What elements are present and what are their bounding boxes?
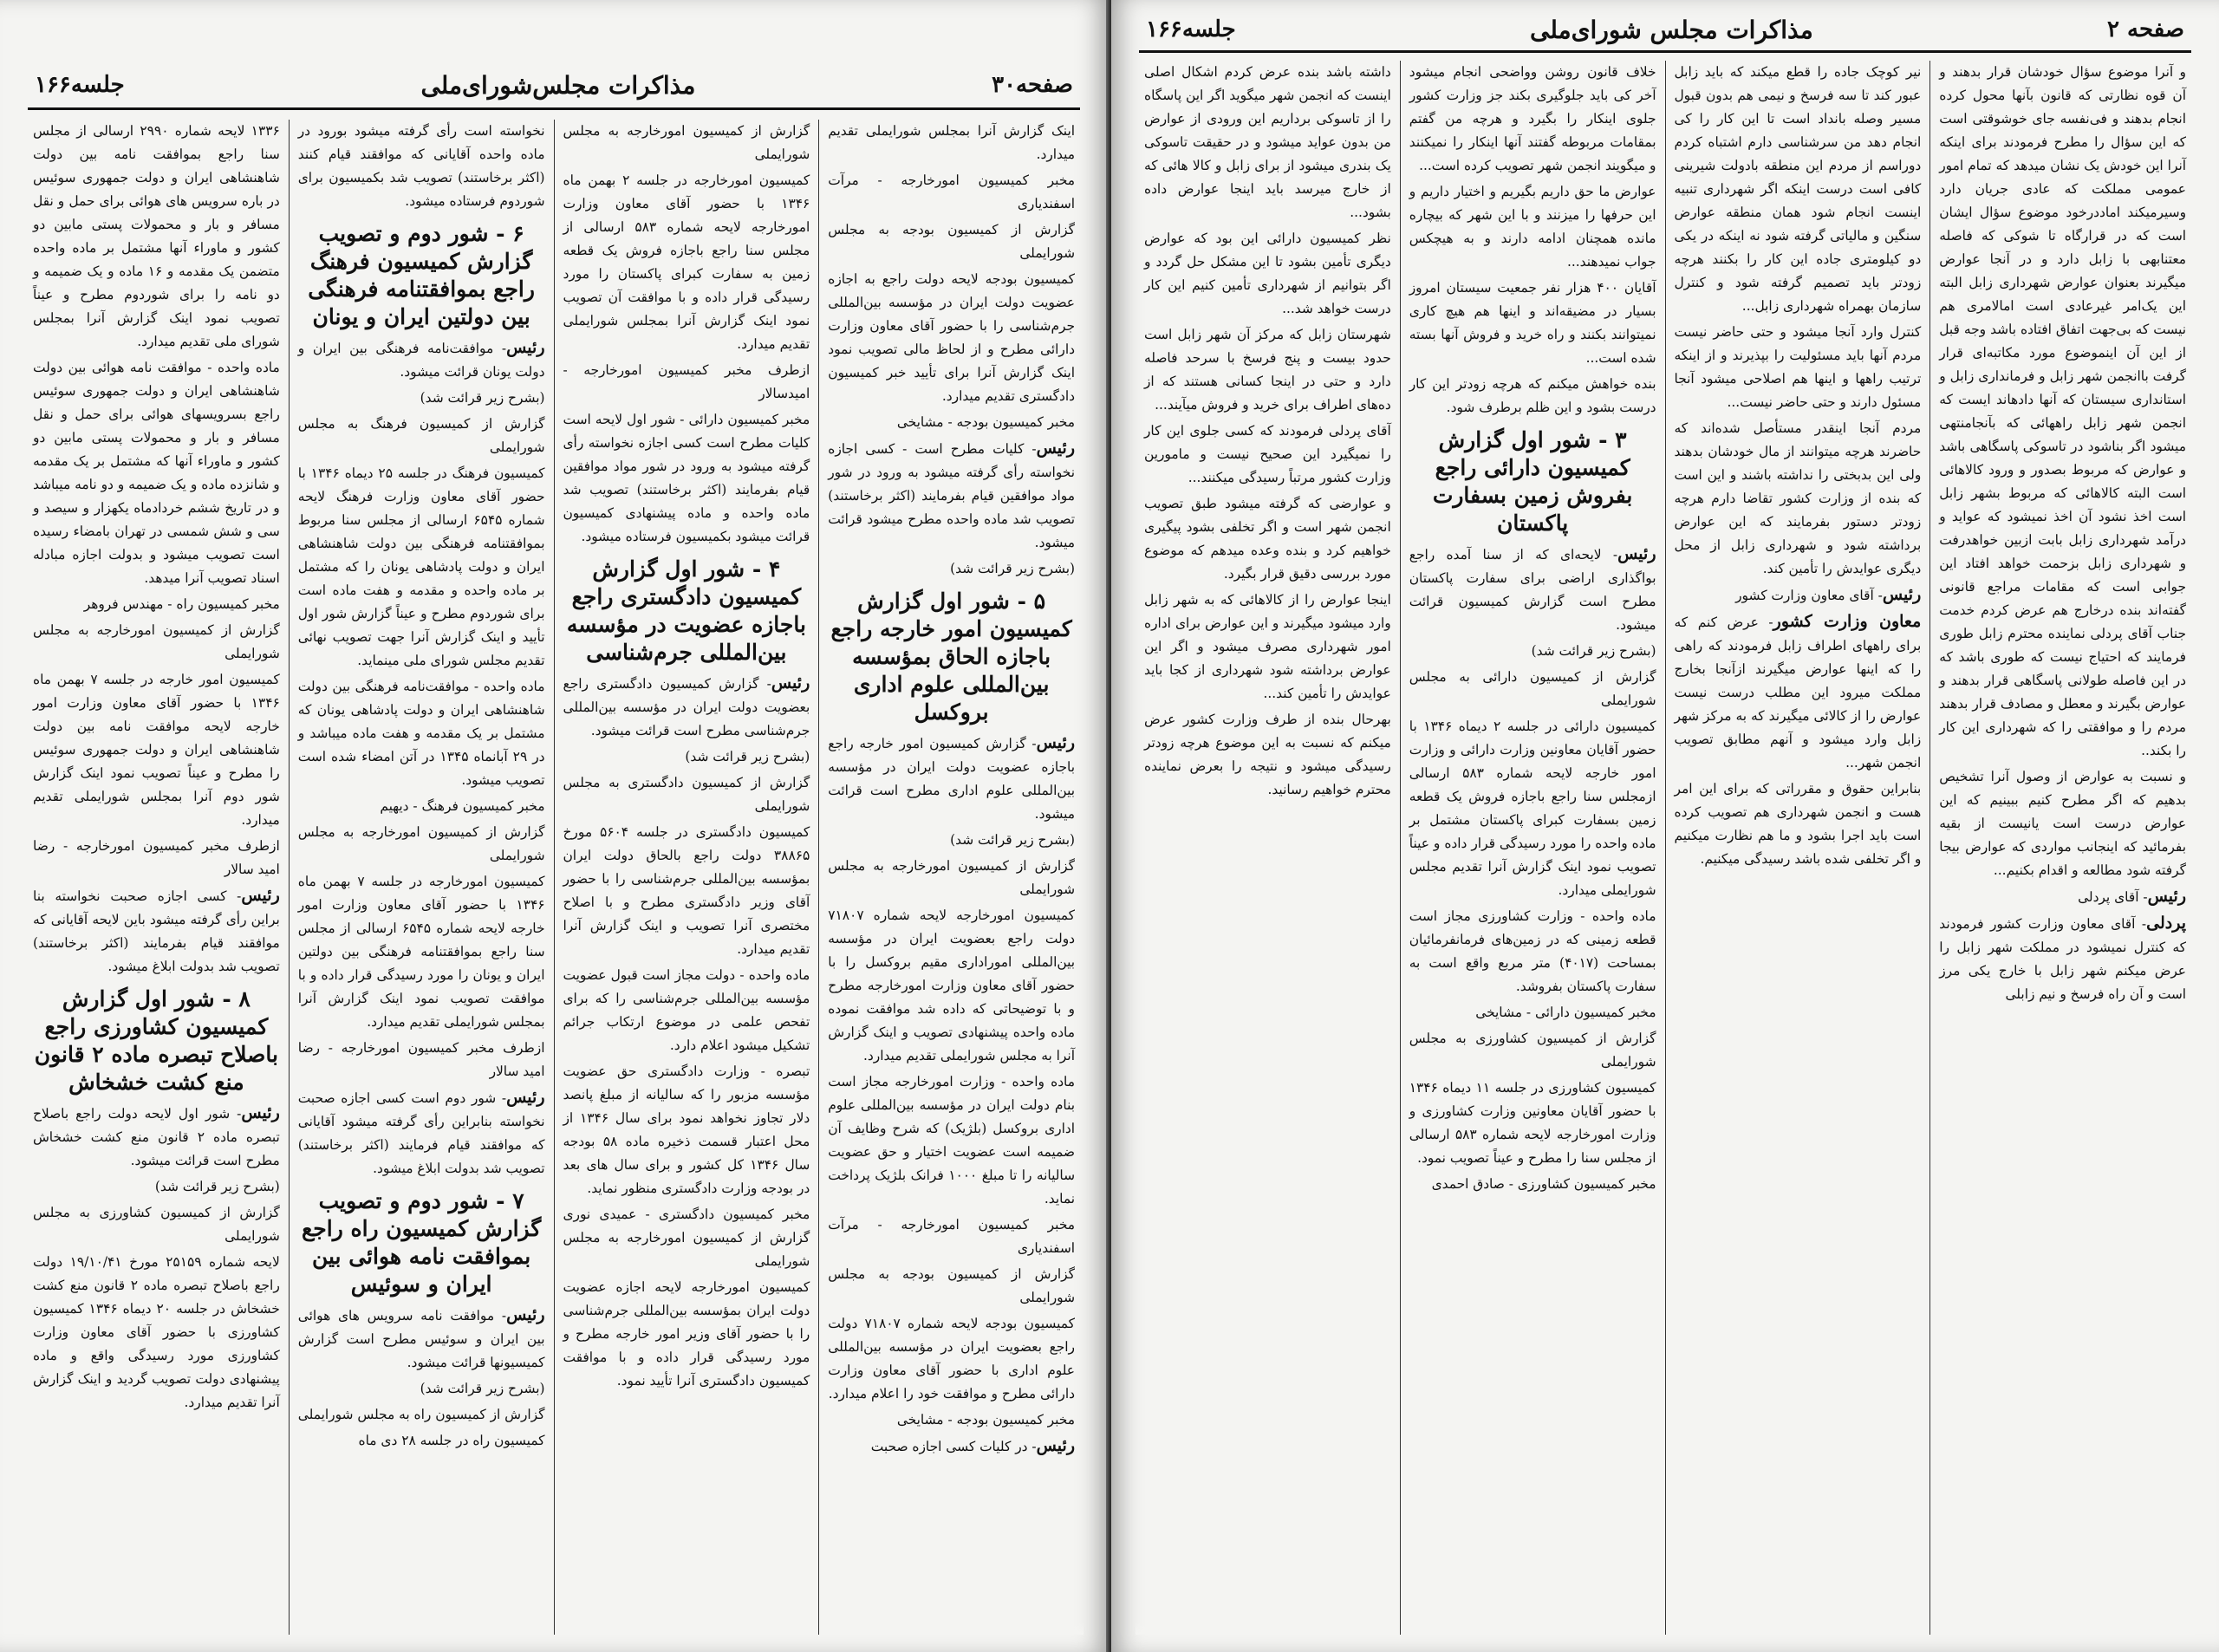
speaker-paragraph xyxy=(828,1434,1075,1459)
paragraph: (بشرح زیر قرائت شد) xyxy=(154,1179,280,1194)
column-fade xyxy=(24,1623,289,1635)
text-column xyxy=(1136,61,1400,1635)
paragraph: بهرحال بنده از طرف وزارت کشور عرض میکنم که نسبت به این موضوع هرچه زودتر رسیدگی میشود و نتیجه را بعرض نماینده محترم خواهیم رسانید. xyxy=(1144,712,1391,797)
paragraph: (بشرح زیر قرائت شد) xyxy=(685,749,810,764)
speaker-text: - گزارش کمیسیون امور خارجه راجع باجازه عضویت دولت ایران در مؤسسه بین‌المللی علوم اداری مطرح است قرائت میشود. xyxy=(828,736,1075,822)
text-column xyxy=(818,120,1083,1635)
text-column xyxy=(289,120,554,1635)
speaker-name: رئیس xyxy=(771,673,810,693)
paragraph: (بشرح زیر قرائت شد) xyxy=(420,1381,545,1396)
section-heading: ۷ - شور دوم و تصویب گزارش کمیسیون راه راجع بموافقت نامه هوائی بین ایران و سوئیس xyxy=(301,1188,542,1297)
speaker-text: - در کلیات کسی اجازه صحبت xyxy=(870,1439,1037,1454)
paragraph: عوارض ما حق داریم بگیریم و اختیار داریم و این حرفها را میزنند و با این شهر که بیچاره مانده همچنان ادامه دارند و به هیچکس جواب نمیدهند... xyxy=(1409,184,1656,270)
speaker-paragraph xyxy=(1675,610,1922,775)
paragraph: گزارش از کمیسیون دارائی به مجلس شورایملی xyxy=(1409,669,1656,708)
column-fade xyxy=(1136,1623,1400,1635)
paragraph: آقایان ۴۰۰ هزار نفر جمعیت سیستان امروز بسیار در مضیقه‌اند و اینها هم هیچ کاری نمیتوانند بکنند و راه خرید و فروش آنها بسته شده است... xyxy=(1409,280,1656,366)
page-title: مذاکرات مجلس شورای‌ملی xyxy=(1530,15,1813,44)
speaker-text: - شور اول لایحه دولت راجع باصلاح تبصره ماده ۲ قانون منع کشت خشخاش مطرح است قرائت میشود. xyxy=(33,1106,280,1168)
session-number: جلسه۱۶۶ xyxy=(35,72,125,98)
section-heading: ۸ - شور اول گزارش کمیسیون کشاورزی راجع باصلاح تبصره ماده ۲ قانون منع کشت خشخاش xyxy=(34,986,278,1095)
speaker-name: پردلی xyxy=(2146,914,2186,933)
speaker-text: - آقای پردلی xyxy=(2078,889,2148,905)
speaker-paragraph xyxy=(828,732,1075,826)
speaker-name: رئیس xyxy=(506,1305,545,1324)
speaker-text: - آقای معاون وزارت کشور فرمودند که کنترل نمیشود در مملکت شهر زابل را عرض میکنم شهر زابل با خارج یکی مرز است و آن راه فرسخ و نیم زابلی xyxy=(1939,916,2186,1002)
header-rule xyxy=(28,107,1080,110)
speaker-paragraph xyxy=(1939,885,2186,909)
paragraph: کمیسیون امورخارجه در جلسه ۲ بهمن ماه ۱۳۴۶ با حضور آقای معاون وزارت امورخارجه لایحه شماره ۵۸۳ ارسالی از مجلس سنا راجع باجازه فروش یک قطعه زمین به سفارت کبرای پاکستان را مورد رسیدگی قرار داده و با موافقت آن تصویب نمود اینک گزارش آنرا بمجلس شورایملی تقدیم میدارد. xyxy=(563,172,810,352)
paragraph: کمیسیون بودجه لایحه دولت راجع به اجازه عضویت دولت ایران در مؤسسه بین‌المللی جرم‌شناسی را با حضور آقای معاون وزارت دارائی مطرح و از لحاظ مالی تصویب نمود اینک گزارش آنرا برای تأیید خبر کمیسیون دادگستری تقدیم میدارد. xyxy=(828,271,1075,404)
speaker-paragraph xyxy=(1675,583,1922,608)
column-fade xyxy=(1666,1623,1930,1635)
paragraph: و آنرا موضوع سؤال خودشان قرار بدهند و آن قوه نظارتی که قانون بآنها محول کرده انجام بدهند و فی‌نفسه جای خوشوقتی است که این سؤال را مطرح فرمودند برای اینکه آنرا این خودش یک نشان میدهد که تمام امور عمومی مملکت که عادی جریان دارد وسیرمیکند اماددرخود موضوع سؤال ایشان است که در قرارگاه تا شوکی که فاصله معتنابهی با زابل دارد و در آنجا عوارض میگیرند بعنوان عوارض شهرداری زابل البته این یک‌امر غیرعادی است امالامری هم نیست که بی‌جهت اتفاق افتاده باشد وجه قبل از این آن اینموضوع مورد مکاتبه‌ای قرار گرفت باانجمن شهر زابل و فرمانداری زابل و استانداری سیستان که آنها دادهاند ایست که انجمن شهر زابل راههائی که بآنجامنتهی میشود اگر بناشود در تاسوکی پاسگاهی باشد و عوارض که مربوط بصدور و ورود کالاهائی است البته کالاهائی که مربوط بشهر زابل است اخذ نشود آن اخذ نمیشود که عواید و درآمد شهرداری زابل بابت ازبین خواهدرفت و شهرداری زابل بزحمت خواهد افتاد این جوابی است که مقامات مراجع قانونی گفته‌اند بنده درخارج هم عرض کردم خدمت جناب آقای پردلی نماینده محترم زابل طوری فرمایند که احتیاج نیست که طوری باشد که در این فاصله طولانی پاسگاهی قرار بدهند و عوارض بگیرند و معطل و مصادف قرار بدهند مردم را و موافقتی را که شهرداری این کار را بکند.. xyxy=(1939,64,2186,758)
paragraph: ماده واحده - موافقت نامه هوائی بین دولت شاهنشاهی ایران و دولت جمهوری سوئیس راجع بسرویسهای هوائی برای حمل و نقل مسافر و بار و محمولات پستی مابین دو کشور و ماوراء آنها که مشتمل بر یک مقدمه و شانزده ماده و یک ضمیمه و دو نامه میباشد و در تاریخ ششم خردادماه یکهزار و سیصد و سی و شش شمسی در تهران بامضاء رسیده است تصویب میشود و بدولت اجازه مبادله اسناد تصویب آنرا میدهد. xyxy=(33,360,280,586)
right-page-header xyxy=(1111,12,2219,47)
speaker-paragraph xyxy=(1409,543,1656,637)
paragraph: مردم آنجا اینقدر مستأصل شده‌اند که حاضرند هرچه میتوانند از مال خودشان بدهند ولی این بدبختی را نداشته باشند و این است که بنده از وزارت کشور تقاضا دارم هرچه زودتر دستور بفرمایند که این عوارض برداشته شود و شهرداری زابل از محل دیگری عوایدش را تأمین کند. xyxy=(1674,420,1922,576)
paragraph: آقای پردلی فرمودند که کسی جلوی این کار را نمیگیرد این صحیح نیست و مامورین وزارت کشور مرتباً رسیدگی میکنند... xyxy=(1144,423,1391,485)
speaker-name: رئیس xyxy=(241,886,280,905)
page-title: مذاکرات مجلس‌شورای‌ملی xyxy=(420,70,696,100)
speaker-name: رئیس xyxy=(506,1088,545,1107)
header-rule xyxy=(1139,50,2191,53)
text-column xyxy=(554,120,819,1635)
speaker-paragraph xyxy=(298,1304,545,1375)
paragraph: ازطرف مخبر کمیسیون امورخارجه - رضا امید سالار xyxy=(297,1040,545,1079)
paragraph: کمیسیون دادگستری در جلسه ۵۶۰۴ مورخ ۳۸۸۶۵ دولت راجع بالحاق دولت ایران بمؤسسه بین‌المللی جرم‌شناسی را با حضور آقای وزیر دادگستری مطرح و با اصلاح مختصری آنرا تصویب و اینک گزارش آنرا تقدیم میدارد. xyxy=(563,824,810,957)
paragraph: ماده واحده - موافقت‌نامه فرهنگی بین دولت شاهنشاهی ایران و دولت پادشاهی یونان که مشتمل بر یک مقدمه و هفت ماده میباشد و در ۲۹ آبانماه ۱۳۴۵ در آتن امضاء شده است تصویب میشود. xyxy=(297,679,545,788)
text-column xyxy=(1400,61,1665,1635)
paragraph: مخبر کمیسیون دارائی - شور اول لایحه است کلیات مطرح است کسی اجازه نخواسته رأی گرفته میشود به ورود در شور مواد موافقین قیام بفرمایند (اکثر برخاستند) تصویب شد ماده واحده و ماده پیشنهادی کمیسیون قرائت میشود بکمیسیون فرستاده میشود. xyxy=(563,412,810,544)
speaker-text: - کلیات مطرح است - کسی اجازه نخواسته رأی گرفته میشود به ورود در شور مواد موافقین قیام بفرمایند (اکثر برخاستند) تصویب شد ماده واحده مطرح میشود قرائت میشود. xyxy=(828,441,1075,550)
speaker-paragraph xyxy=(33,884,280,979)
paragraph: گزارش از کمیسیون امورخارجه به مجلس شورایملی xyxy=(297,824,545,863)
paragraph: داشته باشد بنده عرض کردم اشکال اصلی اینست که انجمن شهر میگوید اگر این پاسگاه را از تاسوکی برداریم این ورودی از عوارض من بدون عواید میشود و در حقیقت تاسوکی یک بندری میشود از برای زابل و کالا هائی که از خارج میرسد باید اینجا عوارض داده بشود... xyxy=(1144,64,1391,220)
page-number: صفحه۳۰ xyxy=(992,72,1073,98)
paragraph: گزارش از کمیسیون راه به مجلس شورایملی xyxy=(297,1407,545,1422)
speaker-paragraph xyxy=(298,336,545,384)
paragraph: مخبر کمیسیون راه - مهندس فروهر xyxy=(83,596,280,612)
speaker-name: رئیس xyxy=(506,338,545,357)
paragraph: ماده واحده - وزارت امورخارجه مجاز است بنام دولت ایران در مؤسسه بین‌المللی علوم اداری بروکسل (بلژیک) که شرح وظایف آن ضمیمه است عضویت اختیار و حق عضویت سالیانه را تا مبلغ ۱۰۰۰ فرانک بلژیک پرداخت نماید. xyxy=(828,1074,1075,1206)
speaker-text: - گزارش کمیسیون دادگستری راجع بعضویت دولت ایران در مؤسسه بین‌المللی جرم‌شناسی مطرح است قرائت میشود. xyxy=(563,676,810,738)
paragraph: (بشرح زیر قرائت شد) xyxy=(1531,643,1656,659)
left-columns xyxy=(24,120,1083,1635)
page-number: صفحه ۲ xyxy=(2107,16,2184,42)
column-fade xyxy=(1930,1623,2195,1635)
speaker-name: رئیس xyxy=(1882,585,1922,604)
paragraph: نظر کمیسیون دارائی این بود که عوارض دیگری تأمین بشود تا این مشکل حل گردد و اگر بتوانیم از شهرداری تأمین کنیم این کار درست خواهد شد... xyxy=(1144,231,1391,316)
speaker-paragraph xyxy=(1939,912,2186,1006)
speaker-name: معاون وزارت کشور xyxy=(1773,612,1922,631)
speaker-text: - آقای معاون وزارت کشور xyxy=(1735,588,1883,603)
paragraph: مخبر کمیسیون دادگستری - عمیدی نوری گزارش از کمیسیون امورخارجه به مجلس شورایملی xyxy=(563,1206,810,1269)
paragraph: کمیسیون فرهنگ در جلسه ۲۵ دیماه ۱۳۴۶ با حضور آقای معاون وزارت فرهنگ لایحه شماره ۶۵۴۵ ارسالی از مجلس سنا مربوط بموافقتنامه فرهنگی بین دولت شاهنشاهی ایران و دولت پادشاهی یونان را که مشتمل بر ماده واحده و مقدمه و هفت ماده است برای شوردوم مطرح و عیناً گزارش شور اول تأیید و اینک گزارش آنرا جهت تصویب نهائی تقدیم مجلس شورای ملی مینماید. xyxy=(297,465,545,668)
speaker-text: - موافقت‌نامه فرهنگی بین ایران و دولت یونان قرائت میشود. xyxy=(297,341,545,380)
paragraph: کمیسیون کشاورزی در جلسه ۱۱ دیماه ۱۳۴۶ با حضور آقایان معاونین وزارت کشاورزی و وزارت امورخارجه لایحه شماره ۵۸۳ ارسالی از مجلس سنا را مطرح و عیناً تصویب نمود. xyxy=(1409,1080,1656,1166)
paragraph: بنابراین حقوق و مقرراتی که برای این امر هست و انجمن شهرداری هم تصویب کرده است باید اجرا بشود و ما هم نظارت میکنیم و اگر تخلفی شده باشد رسیدگی میکنیم. xyxy=(1674,781,1922,867)
section-heading: ۵ - شور اول گزارش کمیسیون امور خارجه راجع باجازه الحاق بمؤسسه بین‌المللی علوم اداری بروکسل xyxy=(830,589,1072,725)
speaker-name: رئیس xyxy=(1036,1436,1075,1455)
paragraph: گزارش از کمیسیون فرهنگ به مجلس شورایملی xyxy=(297,416,545,455)
column-fade xyxy=(290,1623,554,1635)
paragraph: ماده واحده - وزارت کشاورزی مجاز است قطعه زمینی که در زمین‌های فرمانفرمائیان بمساحت (۴۰۱۷) متر مربع واقع است به سفارت پاکستان بفروشد. xyxy=(1409,908,1656,994)
paragraph: کمیسیون دارائی در جلسه ۲ دیماه ۱۳۴۶ با حضور آقایان معاونین وزارت دارائی و وزارت امور خارجه لایحه شماره ۵۸۳ ارسالی ازمجلس سنا راجع باجازه فروش یک قطعه زمین بسفارت کبرای پاکستان مشتمل بر ماده واحده را مورد رسیدگی قرار داده و عیناً تصویب نمود اینک گزارش آنرا تقدیم مجلس شورایملی میدارد. xyxy=(1409,719,1656,898)
session-number: جلسه۱۶۶ xyxy=(1146,16,1236,42)
paragraph: مخبر کمیسیون کشاورزی - صادق احمدی xyxy=(1431,1176,1656,1192)
paragraph: (بشرح زیر قرائت شد) xyxy=(950,832,1075,848)
paragraph: و نسبت به عوارض از وصول آنرا تشخیص بدهیم که اگر مطرح کنیم ببینیم که این عوارض درست است یانیست از بقیه بفرمائید که اینجانب مواردی که عوارض بیجا گرفته شود مطالعه و اقدام بکنیم... xyxy=(1939,769,2186,878)
paragraph: تبصره - وزارت دادگستری حق عضویت مؤسسه مزبور را که سالیانه از مبلغ پانصد دلار تجاوز نخواهد نمود برای سال ۱۳۴۶ از محل اعتبار قسمت ذخیره ماده ۵۸ بودجه سال ۱۳۴۶ کل کشور و برای سال های بعد در بودجه وزارت دادگستری منظور نماید. xyxy=(563,1063,810,1196)
speaker-name: رئیس xyxy=(241,1103,280,1122)
text-column xyxy=(24,120,289,1635)
paragraph: گزارش از کمیسیون امورخارجه به مجلس شورایملی xyxy=(828,858,1075,897)
column-fade xyxy=(819,1623,1083,1635)
speaker-paragraph xyxy=(33,1102,280,1173)
speaker-text: - شور دوم است کسی اجازه صحبت نخواسته بنابراین رأی گرفته میشود آقایانی که موافقند قیام فرمایند (اکثر برخاستند) تصویب شد بدولت ابلاغ میشود. xyxy=(297,1090,545,1176)
paragraph: خلاف قانون روشن وواضحی انجام میشود آخر کی باید جلوگیری بکند جز وزارت کشور جلوی اینکار را بگیرد و هرچه من گفتم بمقامات مربوطه گفتند آنها اینکار را نمیکنند و میگویند انجمن شهر تصویب کرده است... xyxy=(1409,64,1656,173)
paragraph: کمیسیون راه در جلسه ۲۸ دی ماه xyxy=(358,1433,545,1448)
paragraph: اینجا عوارض را از کالاهائی که به شهر زابل وارد میشود میگیرند و این عوارض برای اداره امور شهرداری مصرف میشود و اگر این عوارض برداشته شود شهرداری از کجا باید عوایدش را تأمین کند... xyxy=(1144,592,1391,701)
paragraph: کمیسیون بودجه لایحه شماره ۷۱۸۰۷ دولت راجع بعضویت ایران در مؤسسه بین‌المللی علوم اداری با حضور آقای معاون وزارت دارائی مطرح و موافقت خود را اعلام میدارد. xyxy=(828,1316,1075,1402)
section-heading: ۴ - شور اول گزارش کمیسیون دادگستری راجع باجازه عضویت در مؤسسه بین‌المللی جرم‌شناسی xyxy=(566,556,806,665)
paragraph: مخبر کمیسیون دارائی - مشایخی xyxy=(1475,1005,1656,1020)
text-column xyxy=(1929,61,2195,1635)
paragraph: (بشرح زیر قرائت شد) xyxy=(420,390,545,406)
right-page xyxy=(1111,0,2219,1652)
paragraph: ازطرف مخبر کمیسیون امورخارجه - رضا امید سالار xyxy=(33,838,280,877)
paragraph: نخواسته است رأی گرفته میشود بورود در ماده واحده آقایانی که موافقند قیام کنند (اکثر برخاستند) تصویب شد بکمیسیون برای شوردوم فرستاده میشود. xyxy=(297,123,545,209)
paragraph: گزارش از کمیسیون امورخارجه به مجلس شورایملی xyxy=(33,622,280,661)
paragraph: ازطرف مخبر کمیسیون امورخارجه - امیدسالار xyxy=(563,362,810,401)
speaker-name: رئیس xyxy=(1036,733,1075,752)
paragraph: گزارش از کمیسیون دادگستری به مجلس شورایملی xyxy=(563,775,810,814)
paragraph: کمیسیون امورخارجه در جلسه ۷ بهمن ماه ۱۳۴۶ با حضور آقای معاون وزارت امور خارجه لایحه شماره ۶۵۴۵ ارسالی از مجلس سنا راجع بموافقتنامه فرهنگی بین دولتین ایران و یونان را مورد رسیدگی قرار داده و با موافقت تصویب نمود اینک گزارش آنرا بمجلس شورایملی تقدیم میدارد. xyxy=(297,874,545,1030)
paragraph: مخبر کمیسیون فرهنگ - دیهیم xyxy=(380,798,545,814)
paragraph: گزارش از کمیسیون کشاورزی به مجلس شورایملی xyxy=(1409,1031,1656,1070)
left-page xyxy=(0,0,1108,1652)
paragraph: نیر کوچک جاده را قطع میکند که باید زابل عبور کند تا سه فرسخ و نیمی هم بدون قبول مسیر وصله بانداد است تا این کار را کی انجام دهد من سرشناسی دارم اشتباه کردم دوراسم از مردم این منطقه بادولت شیرینی کافی است درست اینکه اگر شهرداری تنبیه اینست انجام شود همان منطقه عوارض سنگین و مالیاتی گرفته شود نه اینکه در یکی دو کیلومتری جاده این کار را بکنند هرچه زودتر باید تصمیم گرفته شود و کنترل سازمان بهمراه شهرداری زابل... xyxy=(1674,64,1922,314)
section-heading: ۶ - شور دوم و تصویب گزارش کمیسیون فرهنگ راجع بموافقتنامه فرهنگی بین دولتین ایران و یونان xyxy=(308,221,535,329)
paragraph: (بشرح زیر قرائت شد) xyxy=(950,561,1075,576)
speaker-text: - عرض کنم که برای راههای اطراف زابل فرمودند که راهی را که اینها عوارض میگیرند ازآنجا بخارج مملکت میرود این مطلب درست نیست عوارض را از کالائی میگیرند که به مرکز شهر زابل وارد میشود و آنهم مطابق تصویب انجمن شهر... xyxy=(1674,615,1922,771)
speaker-paragraph xyxy=(298,1086,545,1180)
paragraph: کنترل وارد آنجا میشود و حتی حاضر نیست مردم آنها باید مسئولیت را بپذیرند و از اینکه ترتیب راهها و اینها هم اصلاحی میشود آنجا مسئول دارند و حتی حاضر نیست... xyxy=(1674,324,1922,410)
section-heading: ۳ - شور اول گزارش کمیسیون دارائی راجع بفروش زمین بسفارت پاکستان xyxy=(1432,427,1633,536)
paragraph: مخبر کمیسیون امورخارجه - مرآت اسفندیاری xyxy=(828,172,1075,211)
paragraph: و عوارضی که گرفته میشود طبق تصویب انجمن شهر است و اگر تخلفی بشود پیگیری خواهیم کرد و بنده وعده میدهم که موضوع مورد بررسی دقیق قرار بگیرد. xyxy=(1144,496,1391,582)
paragraph: مخبر کمیسیون بودجه - مشایخی xyxy=(896,414,1075,430)
speaker-paragraph xyxy=(828,437,1075,555)
left-page-header xyxy=(0,68,1108,102)
speaker-name: رئیس xyxy=(1617,544,1656,563)
paragraph: کمیسیون امور خارجه در جلسه ۷ بهمن ماه ۱۳۴۶ با حضور آقای معاون وزارت امور خارجه لایحه موافقت نامه بین دولت شاهنشاهی ایران و دولت جمهوری سوئیس را مطرح و عیناً تصویب نمود اینک گزارش شور دوم آنرا بمجلس شورایملی تقدیم میدارد. xyxy=(33,672,280,828)
paragraph: ماده واحده - دولت مجاز است قبول عضویت مؤسسه بین‌المللی جرم‌شناسی را که برای تفحص علمی در موضوع ارتکاب جرائم تشکیل میشود اعلام دارد. xyxy=(563,967,810,1053)
speaker-name: رئیس xyxy=(1036,439,1075,458)
column-fade xyxy=(555,1623,819,1635)
paragraph: گزارش از کمیسیون بودجه به مجلس شورایملی xyxy=(828,222,1075,261)
paragraph: لایحه شماره ۲۵۱۵۹ مورخ ۱۹/۱۰/۴۱ دولت راجع باصلاح تبصره ماده ۲ قانون منع کشت خشخاش در جلسه ۲۰ دیماه ۱۳۴۶ کمیسیون کشاورزی با حضور آقای معاون وزارت کشاورزی مورد رسیدگی واقع و ماده پیشنهادی دولت تصویب گردید و اینک گزارش آنرا تقدیم میدارد. xyxy=(33,1254,280,1410)
speaker-text: - لایحه‌ای که از سنا آمده راجع بواگذاری اراضی برای سفارت پاکستان مطرح است گزارش کمیسیون قرائت میشود. xyxy=(1409,547,1656,633)
paragraph: اینک گزارش آنرا بمجلس شورایملی تقدیم میدارد. xyxy=(828,123,1075,162)
speaker-text: - کسی اجازه صحبت نخواسته بنا براین رأی گرفته میشود باین لایحه آقایانی که موافقند قیام بفرمایند (اکثر برخاستند) تصویب شد بدولت ابلاغ میشود. xyxy=(33,888,280,974)
paragraph: ۱۳۳۶ لایحه شماره ۲۹۹۰ ارسالی از مجلس سنا راجع بموافقت نامه بین دولت شاهنشاهی ایران و دولت جمهوری سوئیس در باره سرویس های هوائی برای حمل و نقل مسافر و بار و محمولات پستی مابین دو کشور و ماوراء آنها مشتمل بر ماده واحده متضمن یک مقدمه و ۱۶ ماده و یک ضمیمه و دو نامه را برای شوردوم مطرح و عیناً تصویب نمود اینک گزارش آنرا بمجلس شورای ملی تقدیم میدارد. xyxy=(33,123,280,349)
paragraph: شهرستان زابل که مرکز آن شهر زابل است حدود بیست و پنج فرسخ با سرحد فاصله دارد و حتی در اینجا کسانی هستند که از ده‌های اطراف برای خرید و فروش میآیند... xyxy=(1144,327,1391,413)
paragraph: کمیسیون امورخارجه لایحه اجازه عضویت دولت ایران بمؤسسه بین‌المللی جرم‌شناسی را با حضور آقای وزیر امور خارجه مطرح و مورد رسیدگی قرار داده و با موافقت کمیسیون دادگستری آنرا تأیید نمود. xyxy=(563,1279,810,1389)
text-column xyxy=(1665,61,1930,1635)
paragraph: کمیسیون امورخارجه لایحه شماره ۷۱۸۰۷ دولت راجع بعضویت ایران در مؤسسه بین‌المللی اموراداری مقیم بروکسل را با حضور آقای معاون وزارت امورخارجه مطرح و با توضیحاتی که داده شد موافقت نموده ماده واحده پیشنهادی تصویب و اینک گزارش آنرا به مجلس شورایملی تقدیم میدارد. xyxy=(828,907,1075,1063)
paragraph: مخبر کمیسیون امورخارجه - مرآت اسفندیاری xyxy=(828,1217,1075,1256)
paragraph: مخبر کمیسیون بودجه - مشایخی xyxy=(896,1412,1075,1428)
paragraph: گزارش از کمیسیون کشاورزی به مجلس شورایملی xyxy=(33,1205,280,1244)
column-fade xyxy=(1401,1623,1665,1635)
right-columns xyxy=(1136,61,2195,1635)
speaker-name: رئیس xyxy=(2147,887,2186,906)
paragraph: بنده خواهش میکنم که هرچه زودتر این کار درست بشود و این ظلم برطرف شود. xyxy=(1409,376,1656,415)
paragraph: گزارش از کمیسیون بودجه به مجلس شورایملی xyxy=(828,1266,1075,1305)
speaker-text: - موافقت نامه سرویس های هوائی بین ایران و سوئیس مطرح است گزارش کمیسیونها قرائت میشود. xyxy=(297,1308,545,1370)
paragraph: گزارش از کمیسیون امورخارجه به مجلس شورایملی xyxy=(563,123,810,162)
speaker-paragraph xyxy=(563,672,810,743)
